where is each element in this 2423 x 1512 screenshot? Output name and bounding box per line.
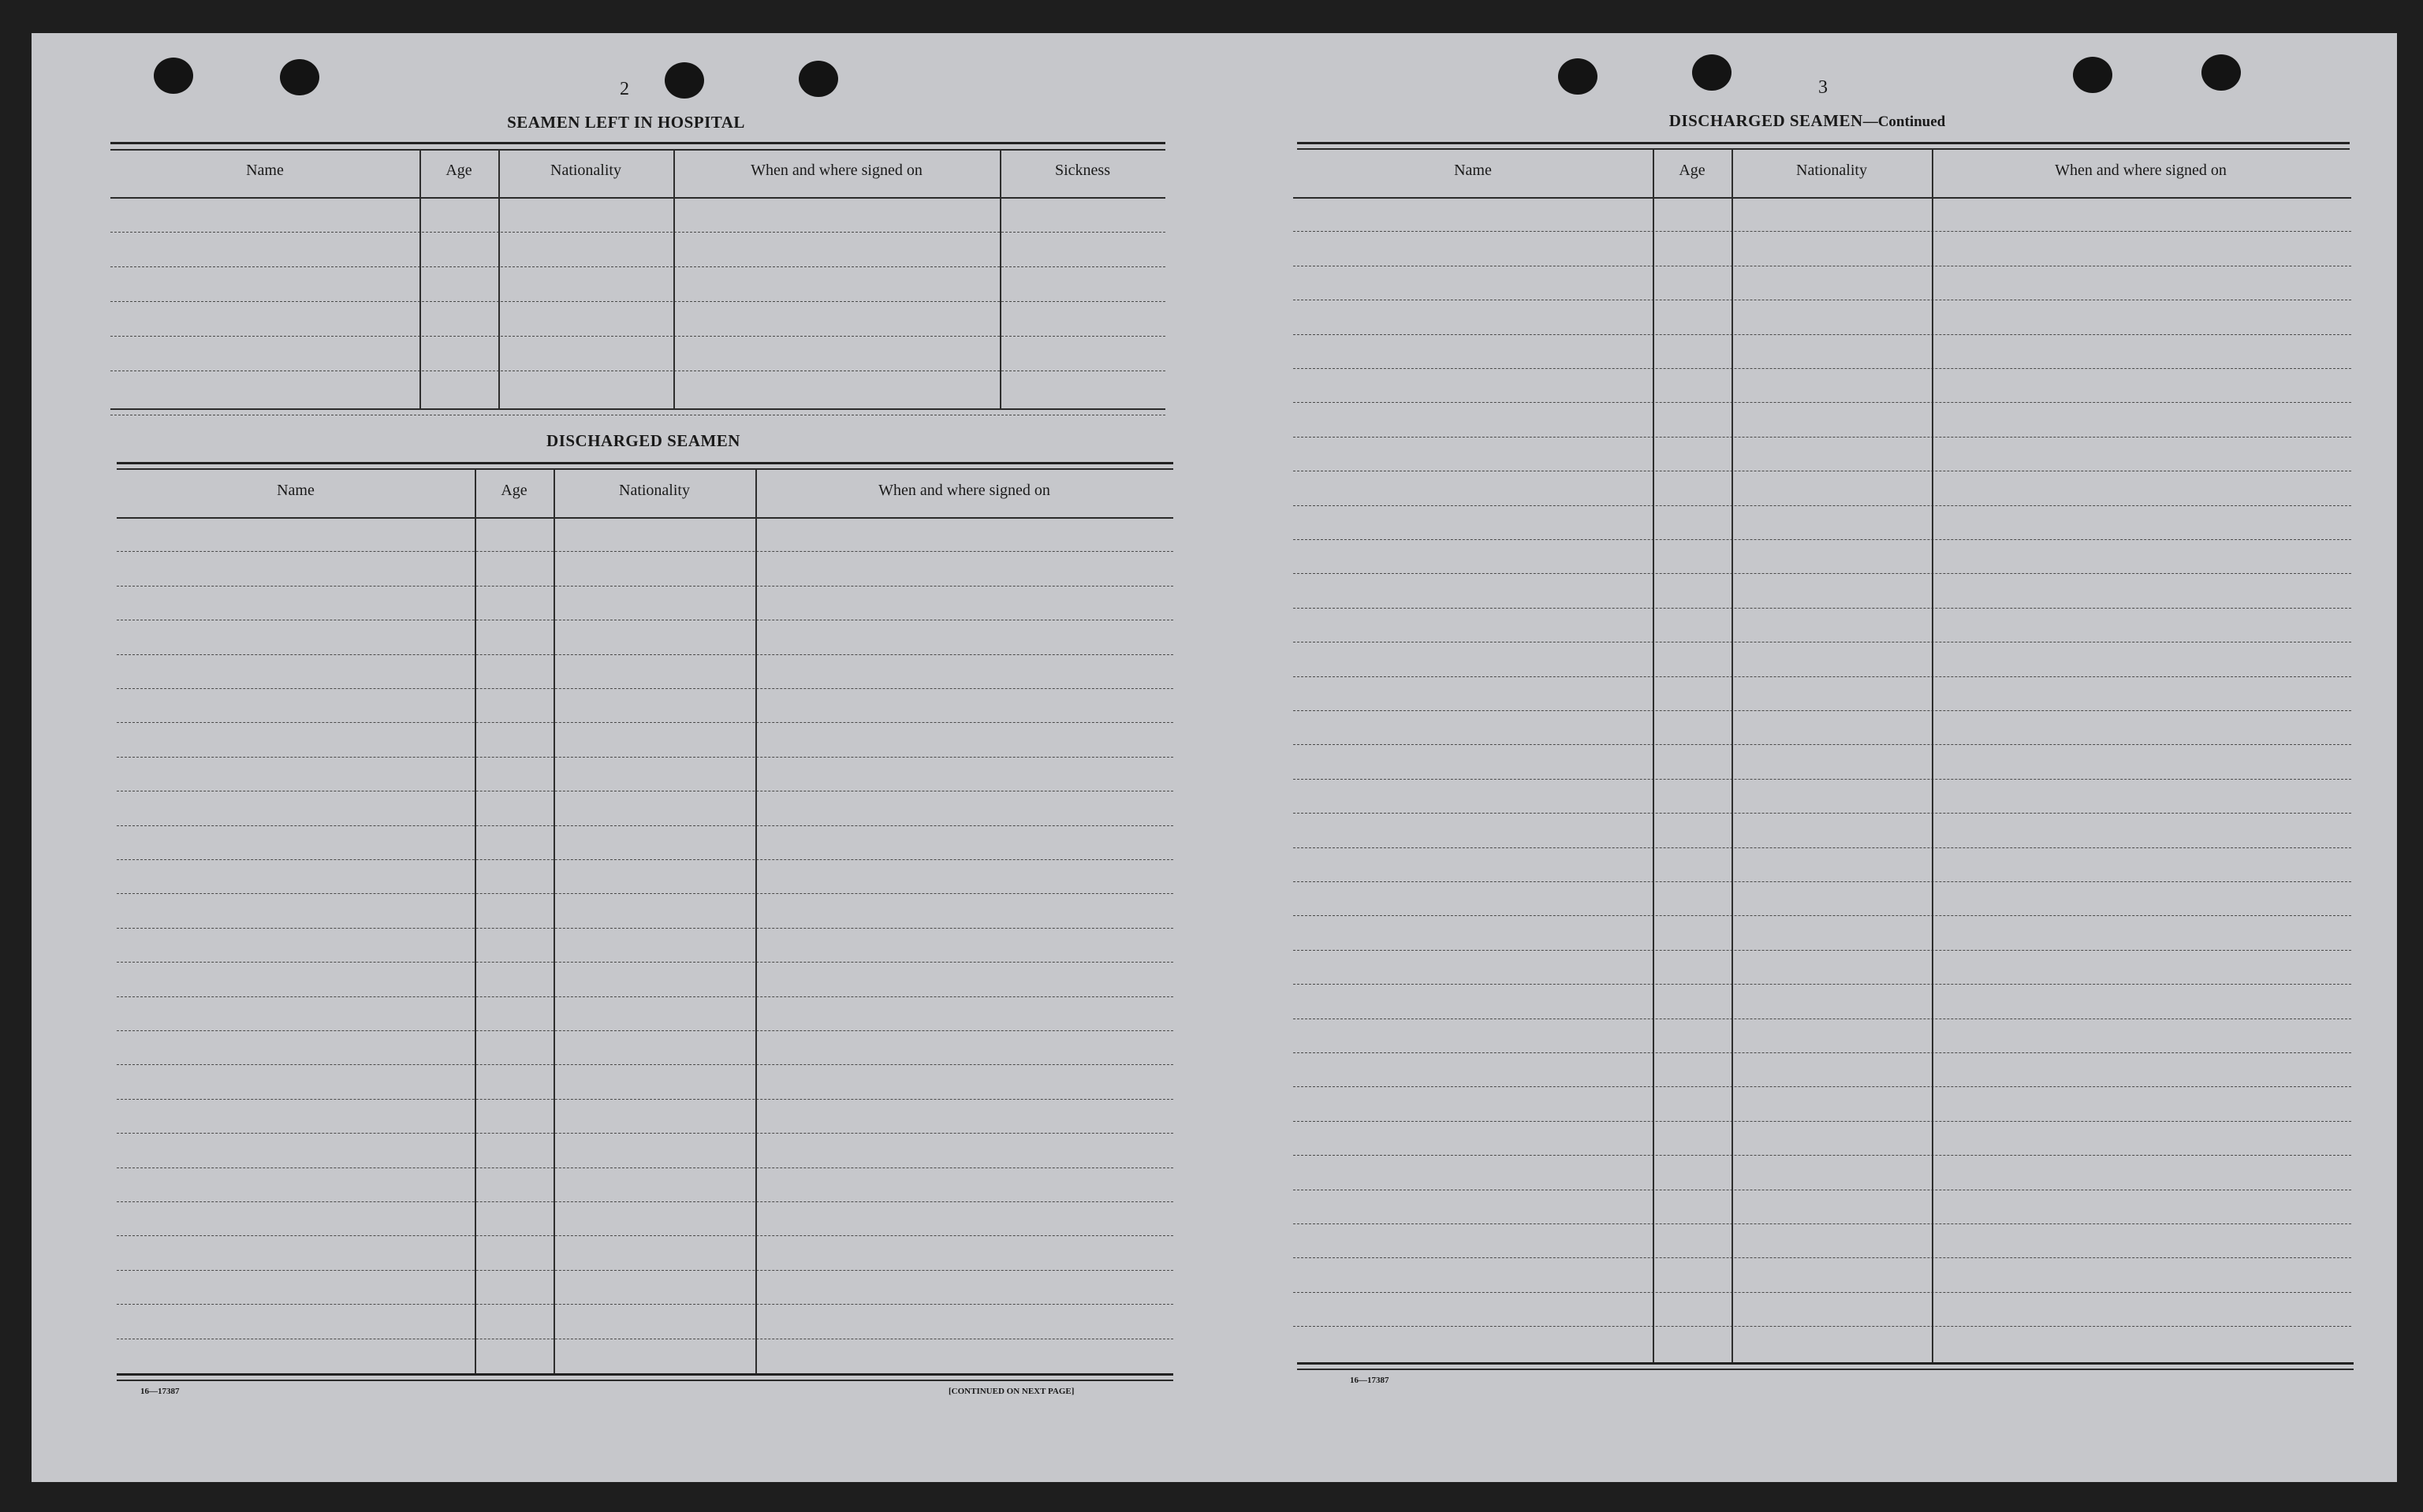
punch-hole: [2073, 57, 2112, 93]
row-rule: [117, 1201, 1173, 1202]
punch-hole: [154, 58, 193, 94]
continued-col-divider: [1653, 149, 1654, 1362]
continued-col-divider: [1932, 149, 1933, 1362]
hospital-header-when-where: When and where signed on: [751, 162, 923, 179]
hospital-row-line: [110, 301, 1165, 302]
hospital-col-divider: [498, 150, 500, 408]
continued-bottom-rule: [1297, 1362, 2354, 1365]
row-rule: [1293, 231, 2351, 232]
row-rule: [117, 688, 1173, 689]
row-rule: [1293, 539, 2351, 540]
row-rule: [1293, 915, 2351, 916]
row-rule: [117, 996, 1173, 997]
punch-hole: [799, 61, 838, 97]
row-rule: [1293, 368, 2351, 369]
row-rule: [1293, 779, 2351, 780]
discharged-bottom-rule-inner: [117, 1380, 1173, 1381]
row-rule: [1293, 847, 2351, 848]
continued-title-main: DISCHARGED SEAMEN: [1668, 111, 1863, 130]
continued-header-when-where: When and where signed on: [2055, 162, 2227, 179]
row-rule: [1293, 1155, 2351, 1156]
page-number-left: 2: [620, 79, 629, 99]
continued-header-rule: [1293, 197, 2351, 199]
row-rule: [117, 1270, 1173, 1271]
continued-col-divider: [1732, 149, 1733, 1362]
continued-section-title: [1669, 111, 1945, 131]
hospital-col-divider: [673, 150, 675, 408]
hospital-bottom-rule: [110, 408, 1165, 410]
row-rule: [1293, 984, 2351, 985]
row-rule: [117, 757, 1173, 758]
row-rule: [117, 962, 1173, 963]
discharged-section-title: DISCHARGED SEAMEN: [546, 431, 740, 450]
row-rule: [1293, 1257, 2351, 1258]
continued-title-suffix: —Continued: [1862, 114, 1946, 130]
hospital-header-rule: [110, 197, 1165, 199]
row-rule: [1293, 505, 2351, 506]
continued-header-age: Age: [1679, 162, 1705, 179]
discharged-header-age: Age: [501, 482, 527, 499]
hospital-col-divider: [1000, 150, 1001, 408]
row-rule: [117, 1235, 1173, 1236]
hospital-top-rule: [110, 142, 1165, 144]
continued-header-name: Name: [1454, 162, 1492, 179]
discharged-bottom-rule: [117, 1373, 1173, 1376]
row-rule: [117, 1133, 1173, 1134]
form-number-right: 16—17387: [1350, 1376, 1389, 1385]
row-rule: [117, 859, 1173, 860]
form-sheet: [32, 33, 2397, 1482]
row-rule: [1293, 676, 2351, 677]
continued-note: [CONTINUED ON NEXT PAGE]: [949, 1387, 1075, 1396]
row-rule: [1293, 437, 2351, 438]
row-rule: [1293, 402, 2351, 403]
hospital-header-name: Name: [246, 162, 284, 179]
row-rule: [1293, 1292, 2351, 1293]
row-rule: [1293, 1052, 2351, 1053]
row-rule: [117, 1099, 1173, 1100]
discharged-header-rule: [117, 517, 1173, 519]
row-rule: [117, 586, 1173, 587]
hospital-row-line: [110, 336, 1165, 337]
form-number-left: 16—17387: [140, 1387, 180, 1396]
punch-hole: [2201, 54, 2241, 91]
row-rule: [117, 1064, 1173, 1065]
discharged-col-divider: [755, 469, 757, 1373]
hospital-section-title: SEAMEN LEFT IN HOSPITAL: [507, 113, 745, 132]
row-rule: [117, 722, 1173, 723]
row-rule: [1293, 950, 2351, 951]
row-rule: [117, 825, 1173, 826]
row-rule: [117, 928, 1173, 929]
discharged-col-divider: [554, 469, 555, 1373]
continued-header-nationality: Nationality: [1796, 162, 1867, 179]
discharged-header-when-where: When and where signed on: [878, 482, 1050, 499]
row-rule: [1293, 710, 2351, 711]
row-rule: [1293, 1326, 2351, 1327]
continued-bottom-rule-inner: [1297, 1369, 2354, 1370]
row-rule: [1293, 813, 2351, 814]
page-number-right: 3: [1818, 77, 1828, 98]
hospital-header-sickness: Sickness: [1055, 162, 1110, 179]
punch-hole: [1558, 58, 1597, 95]
discharged-header-name: Name: [277, 482, 315, 499]
discharged-top-rule: [117, 462, 1173, 464]
row-rule: [117, 893, 1173, 894]
row-rule: [117, 1304, 1173, 1305]
row-rule: [1293, 881, 2351, 882]
row-rule: [1293, 573, 2351, 574]
punch-hole: [665, 62, 704, 99]
hospital-row-line: [110, 266, 1165, 267]
row-rule: [1293, 334, 2351, 335]
discharged-col-divider: [475, 469, 476, 1373]
hospital-top-rule-inner: [110, 149, 1165, 151]
row-rule: [1293, 608, 2351, 609]
continued-top-rule: [1297, 142, 2350, 144]
discharged-header-nationality: Nationality: [619, 482, 690, 499]
row-rule: [117, 551, 1173, 552]
continued-top-rule-inner: [1297, 148, 2350, 150]
row-rule: [117, 654, 1173, 655]
hospital-col-divider: [419, 150, 421, 408]
hospital-header-age: Age: [445, 162, 472, 179]
row-rule: [1293, 1086, 2351, 1087]
punch-hole: [280, 59, 319, 95]
row-rule: [1293, 1121, 2351, 1122]
row-rule: [1293, 744, 2351, 745]
punch-hole: [1692, 54, 1732, 91]
hospital-row-line: [110, 232, 1165, 233]
row-rule: [117, 1030, 1173, 1031]
hospital-header-nationality: Nationality: [550, 162, 621, 179]
discharged-top-rule-inner: [117, 468, 1173, 470]
row-rule: [1293, 1223, 2351, 1224]
